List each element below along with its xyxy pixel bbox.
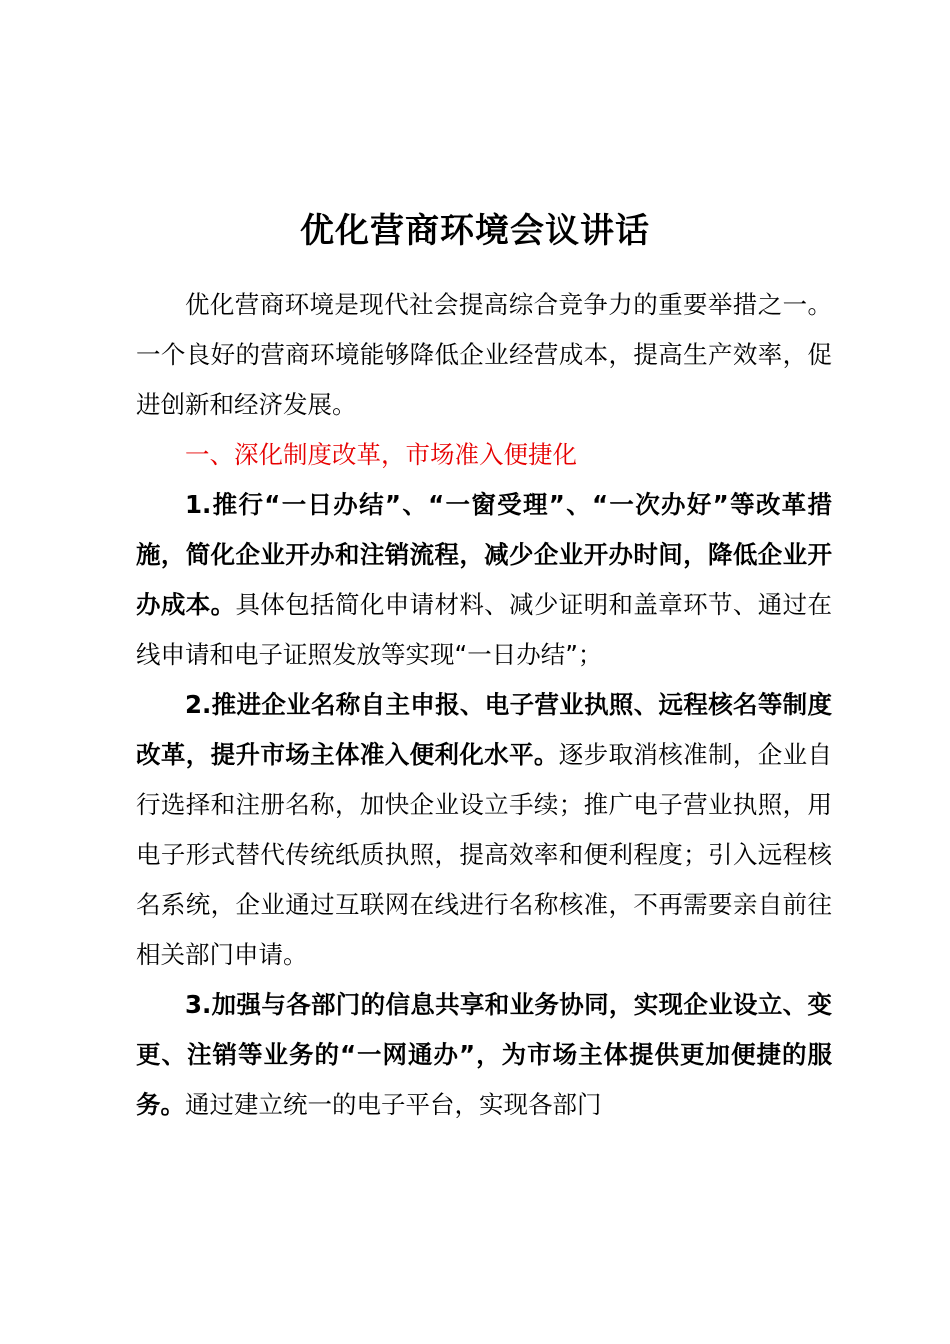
item-3-normal-text: 通过建立统一的电子平台，实现各部门: [185, 1090, 602, 1119]
section-heading: 一、深化制度改革，市场准入便捷化: [185, 440, 577, 469]
document-body: [136, 280, 832, 1130]
item-2-normal-text: 逐步取消核准制，企业自行选择和注册名称，加快企业设立手续；推广电子营业执照，用电子形式替代传统纸质执照，提高效率和便利程度；引入远程核名系统，企业通过互联网在线进行名称核准，不再需要亲自前往相关部门申请。: [136, 740, 832, 969]
item-1-paragraph: [136, 480, 832, 680]
item-2-bold-text: 2.推进企业名称自主申报、电子营业执照、远程核名等制度改革，提升市场主体准入便利化水平。: [136, 690, 832, 769]
item-2-paragraph: [136, 680, 832, 980]
item-1-bold-text: 1.推行“一日办结”、“一窗受理”、“一次办好”等改革措施，简化企业开办和注销流程，减少企业开办时间，降低企业开办成本。: [136, 490, 832, 619]
item-1-normal-text: 具体包括简化申请材料、减少证明和盖章环节、通过在线申请和电子证照发放等实现“一日办结”；: [136, 590, 833, 669]
item-3-paragraph: [136, 980, 832, 1130]
item-3-bold-text: 3.加强与各部门的信息共享和业务协同，实现企业设立、变更、注销等业务的“一网通办”，为市场主体提供更加便捷的服务。: [136, 990, 832, 1119]
intro-paragraph: 优化营商环境是现代社会提高综合竞争力的重要举措之一。一个良好的营商环境能够降低企业经营成本，提高生产效率，促进创新和经济发展。: [136, 290, 832, 419]
document-title: 优化营商环境会议讲话: [300, 211, 650, 251]
